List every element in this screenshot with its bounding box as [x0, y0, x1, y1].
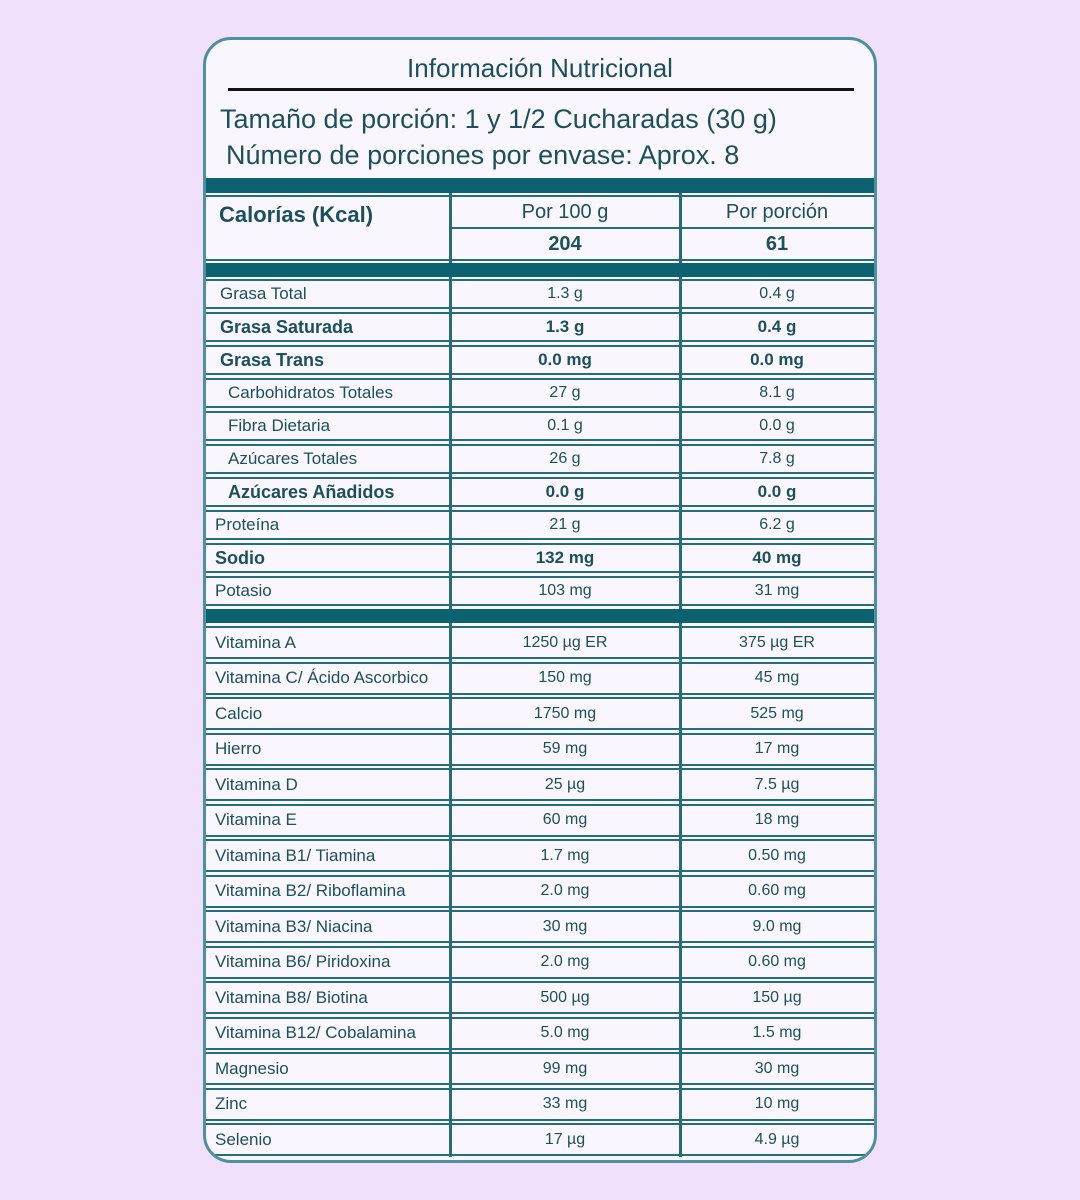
- calories-per-100g-value: 204: [548, 232, 582, 255]
- nutrient-name: Calcio: [215, 703, 263, 723]
- value-per-100g: 2.0 mg: [540, 882, 590, 899]
- divider-bar: [206, 178, 874, 193]
- table-row: [206, 345, 874, 375]
- value-per-100g: 2.0 mg: [540, 953, 590, 970]
- table-row: [206, 312, 874, 342]
- nutrient-name: Potasio: [215, 581, 272, 600]
- table-row: [206, 1123, 874, 1156]
- calories-header: [206, 195, 874, 261]
- value-per-portion: 7.8 g: [759, 450, 795, 467]
- value-per-100g: 5.0 mg: [540, 1024, 590, 1041]
- value-per-100g: 0.0 g: [545, 482, 585, 501]
- table-row: [206, 510, 874, 540]
- nutrient-name: Vitamina B6/ Piridoxina: [215, 952, 391, 971]
- nutrient-name: Magnesio: [215, 1058, 289, 1078]
- nutrient-name: Vitamina A: [215, 632, 296, 652]
- value-per-portion: 9.0 mg: [752, 917, 802, 935]
- value-per-portion: 6.2 g: [759, 516, 795, 533]
- value-per-portion: 0.0 g: [757, 482, 797, 501]
- divider-bar: [206, 609, 874, 623]
- table-row: [206, 733, 874, 766]
- value-per-portion: 525 mg: [750, 704, 804, 722]
- nutrient-name: Hierro: [215, 739, 262, 758]
- nutrient-name: Vitamina B3/ Niacina: [215, 916, 373, 936]
- nutrition-label: [203, 37, 877, 1163]
- value-per-portion: 150 µg: [752, 988, 802, 1006]
- nutrient-name: Selenio: [215, 1129, 272, 1149]
- value-per-portion: 4.9 µg: [754, 1130, 800, 1148]
- value-per-100g: 150 mg: [538, 669, 592, 686]
- value-per-100g: 1.3 g: [545, 317, 585, 336]
- nutrient-name: Vitamina D: [215, 774, 298, 794]
- table-row: [206, 444, 874, 474]
- serving-info: [206, 91, 874, 173]
- value-per-portion: 0.4 g: [759, 285, 795, 302]
- value-per-portion: 18 mg: [754, 811, 800, 828]
- nutrient-name: Azúcares Totales: [228, 449, 358, 468]
- nutrient-name: Azúcares Añadidos: [228, 481, 395, 502]
- value-per-100g: 59 mg: [542, 740, 588, 757]
- table-row: [206, 697, 874, 730]
- value-per-100g: 26 g: [549, 450, 581, 467]
- nutrient-name: Grasa Total: [220, 284, 307, 303]
- table-row: [206, 946, 874, 979]
- table-row: [206, 411, 874, 441]
- value-per-portion: 0.50 mg: [748, 846, 806, 864]
- value-per-100g: 0.1 g: [547, 417, 583, 434]
- nutrient-name: Vitamina B8/ Biotina: [215, 987, 368, 1007]
- servings-per-container-line: Número de porciones por envase: Aprox. 8: [226, 140, 740, 170]
- nutrient-name: Fibra Dietaria: [228, 416, 331, 435]
- value-per-portion: 375 µg ER: [739, 633, 815, 651]
- nutrient-name: Grasa Trans: [220, 349, 325, 370]
- value-per-portion: 30 mg: [754, 1059, 800, 1077]
- divider-bar: [206, 263, 874, 277]
- calories-label: Calorías (Kcal): [219, 202, 374, 227]
- value-per-portion: 40 mg: [752, 548, 802, 567]
- nutrient-name: Sodio: [215, 547, 265, 568]
- value-per-100g: 17 µg: [544, 1130, 586, 1148]
- column-divider-line: [679, 179, 682, 1157]
- table-row: [206, 543, 874, 573]
- value-per-portion: 31 mg: [754, 582, 800, 599]
- table-row: [206, 279, 874, 309]
- value-per-portion: 17 mg: [754, 740, 800, 757]
- nutrient-name: Vitamina C/ Ácido Ascorbico: [215, 668, 429, 687]
- value-per-100g: 27 g: [549, 384, 581, 401]
- micronutrient-rows: [206, 626, 874, 1156]
- value-per-portion: 8.1 g: [759, 384, 795, 401]
- value-per-portion: 0.4 g: [757, 317, 797, 336]
- value-per-portion: 0.0 g: [759, 417, 795, 434]
- nutrient-name: Vitamina B12/ Cobalamina: [215, 1023, 416, 1042]
- value-per-100g: 60 mg: [542, 811, 588, 828]
- value-per-portion: 45 mg: [754, 669, 800, 686]
- value-per-100g: 25 µg: [544, 775, 586, 793]
- value-per-100g: 1250 µg ER: [522, 633, 608, 651]
- col-header-per-portion: Por porción: [680, 197, 874, 229]
- nutrient-name: Grasa Saturada: [220, 316, 354, 337]
- value-per-100g: 1.7 mg: [540, 846, 590, 864]
- table-row: [206, 839, 874, 872]
- nutrient-name: Carbohidratos Totales: [228, 383, 394, 402]
- table-row: [206, 910, 874, 943]
- table-row: [206, 804, 874, 837]
- table-row: [206, 378, 874, 408]
- value-per-100g: 1.3 g: [547, 285, 583, 302]
- value-per-100g: 1750 mg: [533, 704, 597, 722]
- value-per-100g: 21 g: [549, 516, 581, 533]
- table-row: [206, 1017, 874, 1050]
- table-row: [206, 768, 874, 801]
- nutrient-name: Vitamina B2/ Riboflamina: [215, 881, 406, 900]
- nutrient-name: Vitamina B1/ Tiamina: [215, 845, 376, 865]
- value-per-100g: 30 mg: [542, 917, 588, 935]
- label-title: Información Nutricional: [407, 53, 673, 83]
- value-per-portion: 1.5 mg: [752, 1024, 802, 1041]
- label-header: [206, 40, 874, 86]
- table-row: [206, 626, 874, 659]
- nutrient-name: Proteína: [215, 515, 280, 534]
- value-per-100g: 33 mg: [542, 1095, 588, 1112]
- value-per-100g: 500 µg: [540, 988, 590, 1006]
- table-row: [206, 981, 874, 1014]
- table-row: [206, 1088, 874, 1121]
- serving-size-line: Tamaño de porción: 1 y 1/2 Cucharadas (30 g): [220, 104, 777, 134]
- value-per-100g: 0.0 mg: [538, 350, 592, 369]
- value-per-100g: 99 mg: [542, 1059, 588, 1077]
- table-row: [206, 662, 874, 695]
- table-row: [206, 576, 874, 606]
- macronutrient-rows: [206, 279, 874, 606]
- value-per-100g: 103 mg: [538, 582, 592, 599]
- value-per-portion: 0.0 mg: [750, 350, 804, 369]
- nutrient-name: Vitamina E: [215, 810, 297, 829]
- nutrient-name: Zinc: [215, 1094, 248, 1113]
- table-row: [206, 875, 874, 908]
- value-per-100g: 132 mg: [535, 548, 595, 567]
- value-per-portion: 0.60 mg: [748, 882, 806, 899]
- column-divider-line: [449, 179, 452, 1157]
- value-per-portion: 7.5 µg: [754, 775, 800, 793]
- col-header-per-100g: Por 100 g: [450, 197, 680, 229]
- value-per-portion: 10 mg: [754, 1095, 800, 1112]
- value-per-portion: 0.60 mg: [748, 953, 806, 970]
- calories-per-portion-value: 61: [765, 232, 789, 255]
- table-row: [206, 477, 874, 507]
- table-row: [206, 1052, 874, 1085]
